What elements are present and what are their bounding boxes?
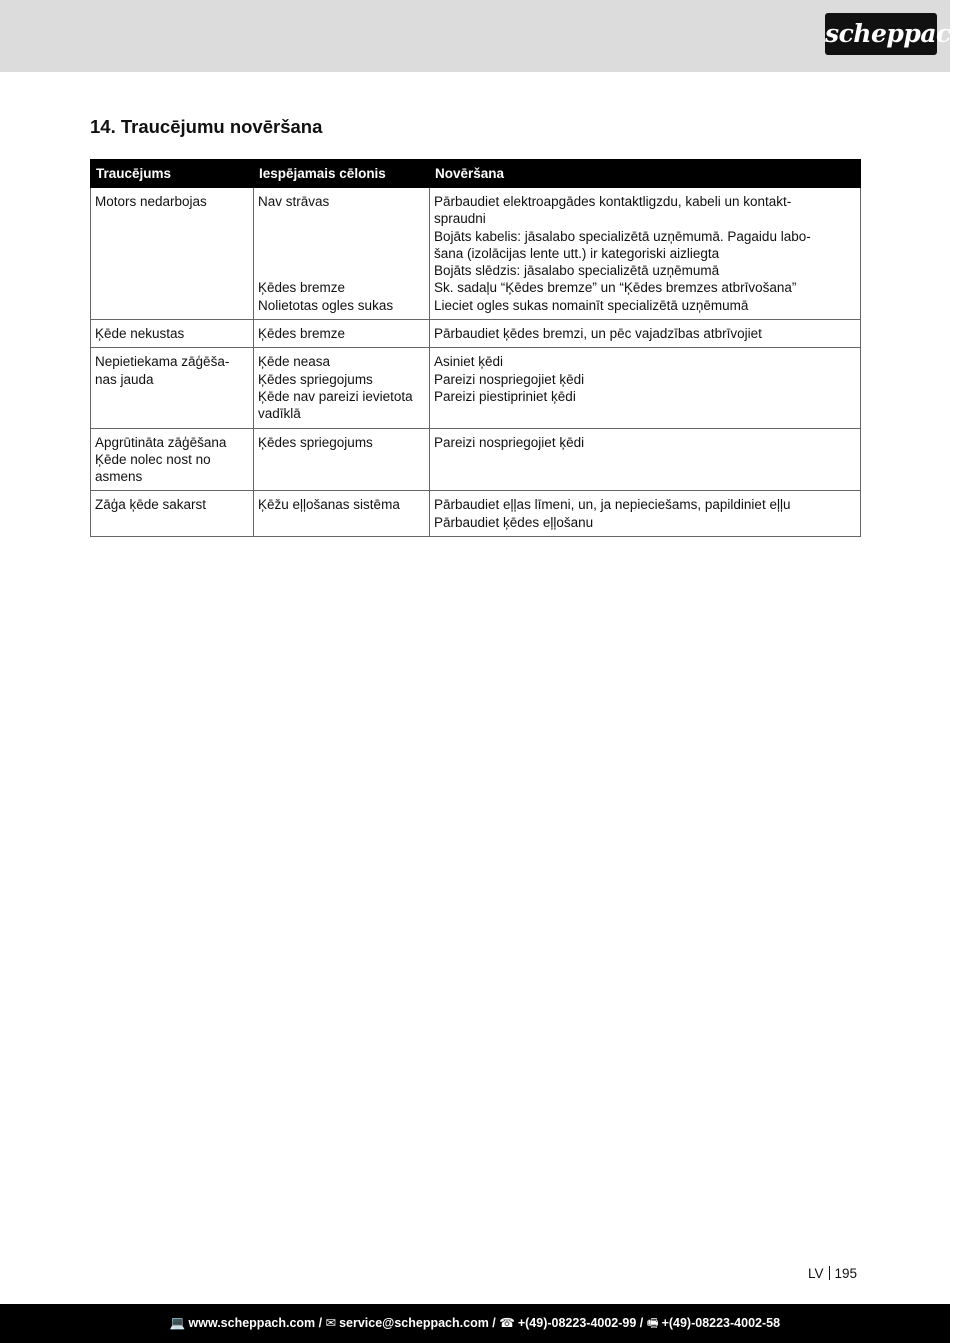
cell-line: Ķēde neasa bbox=[258, 354, 331, 370]
header-cause: Iespējamais cēlonis bbox=[254, 160, 430, 188]
cell-line: Asiniet ķēdi bbox=[434, 354, 504, 370]
cell-line: Pareizi nospriegojiet ķēdi bbox=[434, 371, 585, 387]
footer-fax: +(49)-08223-4002-58 bbox=[661, 1316, 781, 1330]
cause-cell bbox=[254, 320, 430, 348]
header-bar bbox=[0, 0, 968, 72]
table-row bbox=[91, 428, 861, 491]
table-row bbox=[91, 320, 861, 348]
cell-line bbox=[258, 262, 425, 279]
cell-line: Ķēžu eļļošanas sistēma bbox=[258, 497, 400, 513]
table-header-row bbox=[91, 160, 861, 188]
footer-website[interactable]: www.scheppach.com bbox=[188, 1316, 316, 1330]
envelope-icon: ✉ bbox=[325, 1316, 337, 1330]
cell-line: Ķēdes bremze bbox=[258, 280, 346, 296]
troubleshooting-table bbox=[90, 159, 861, 537]
cell-line: Ķēde nekustas bbox=[95, 326, 185, 342]
cell-line bbox=[258, 245, 425, 262]
footer-email[interactable]: service@scheppach.com bbox=[339, 1316, 489, 1330]
fault-cell bbox=[91, 188, 254, 320]
cell-line: Ķēdes bremze bbox=[258, 326, 346, 342]
language-code: LV bbox=[808, 1266, 824, 1281]
cell-line: Nepietiekama zāģēša- bbox=[95, 354, 230, 370]
cell-line: Pārbaudiet elektroapgādes kontaktligzdu, kabeli un kontakt- bbox=[434, 194, 792, 209]
remedy-cell bbox=[430, 188, 861, 320]
table-row bbox=[91, 348, 861, 428]
phone-icon: ☎ bbox=[499, 1316, 515, 1330]
footer-separator: / bbox=[636, 1316, 647, 1330]
cell-line: Pārbaudiet ķēdes eļļošanu bbox=[434, 514, 594, 530]
cause-cell bbox=[254, 428, 430, 491]
cell-line: Nav strāvas bbox=[258, 194, 330, 209]
cell-line: Apgrūtināta zāģēšana bbox=[95, 434, 227, 450]
page-separator bbox=[829, 1266, 830, 1280]
cell-line: Pareizi nospriegojiet ķēdi bbox=[434, 434, 585, 450]
cause-cell bbox=[254, 348, 430, 428]
cell-line: asmens bbox=[95, 469, 143, 485]
cell-line: Bojāts slēdzis: jāsalabo specializētā uzņēmumā bbox=[434, 263, 720, 279]
fault-cell bbox=[91, 348, 254, 428]
cause-cell bbox=[254, 491, 430, 537]
cell-line: spraudni bbox=[434, 211, 486, 227]
footer-phone: +(49)-08223-4002-99 bbox=[517, 1316, 637, 1330]
remedy-cell bbox=[430, 348, 861, 428]
scheppach-logo: scheppach bbox=[825, 13, 937, 55]
cell-line: Sk. sadaļu “Ķēdes bremze” un “Ķēdes bremzes atbrīvošana” bbox=[434, 280, 797, 296]
remedy-cell bbox=[430, 491, 861, 537]
fault-cell bbox=[91, 491, 254, 537]
footer-bar bbox=[0, 1304, 950, 1343]
cause-cell bbox=[254, 188, 430, 320]
table-row bbox=[91, 491, 861, 537]
cell-line: vadīklā bbox=[258, 406, 301, 422]
fault-cell bbox=[91, 320, 254, 348]
cell-line: Pārbaudiet eļļas līmeni, un, ja nepieciešams, papildiniet eļļu bbox=[434, 497, 791, 513]
page-number-value: 195 bbox=[834, 1266, 858, 1281]
cell-line: Ķēde nolec nost no bbox=[95, 451, 211, 467]
cell-line: Pareizi piestipriniet ķēdi bbox=[434, 388, 576, 404]
cell-line: nas jauda bbox=[95, 371, 154, 387]
footer-separator: / bbox=[315, 1316, 326, 1330]
cell-line: Ķēde nav pareizi ievietota bbox=[258, 388, 413, 404]
cell-line: Motors nedarbojas bbox=[95, 194, 207, 209]
footer-separator: / bbox=[488, 1316, 500, 1330]
cell-line: Ķēdes spriegojums bbox=[258, 434, 373, 450]
section-title: 14. Traucējumu novēršana bbox=[90, 116, 323, 137]
cell-line bbox=[258, 210, 425, 227]
header-remedy: Novēršana bbox=[430, 160, 861, 188]
cell-line: Pārbaudiet ķēdes bremzi, un pēc vajadzības atbrīvojiet bbox=[434, 326, 762, 342]
cell-line: Nolietotas ogles sukas bbox=[258, 297, 394, 313]
cell-line: Ķēdes spriegojums bbox=[258, 371, 373, 387]
cell-line: šana (izolācijas lente utt.) ir kategoriski aizliegta bbox=[434, 245, 720, 261]
cell-line bbox=[258, 228, 425, 245]
cell-line: Zāģa ķēde sakarst bbox=[95, 497, 207, 513]
page-number bbox=[808, 1266, 857, 1281]
remedy-cell bbox=[430, 428, 861, 491]
remedy-cell bbox=[430, 320, 861, 348]
table-row bbox=[91, 188, 861, 320]
cell-line: Bojāts kabelis: jāsalabo specializētā uzņēmumā. Pagaidu labo- bbox=[434, 228, 811, 244]
fax-icon: 🖷 bbox=[646, 1316, 659, 1330]
header-fault: Traucējums bbox=[91, 160, 254, 188]
cell-line: Lieciet ogles sukas nomainīt specializētā uzņēmumā bbox=[434, 297, 749, 313]
fault-cell bbox=[91, 428, 254, 491]
laptop-icon: 💻 bbox=[169, 1316, 186, 1330]
